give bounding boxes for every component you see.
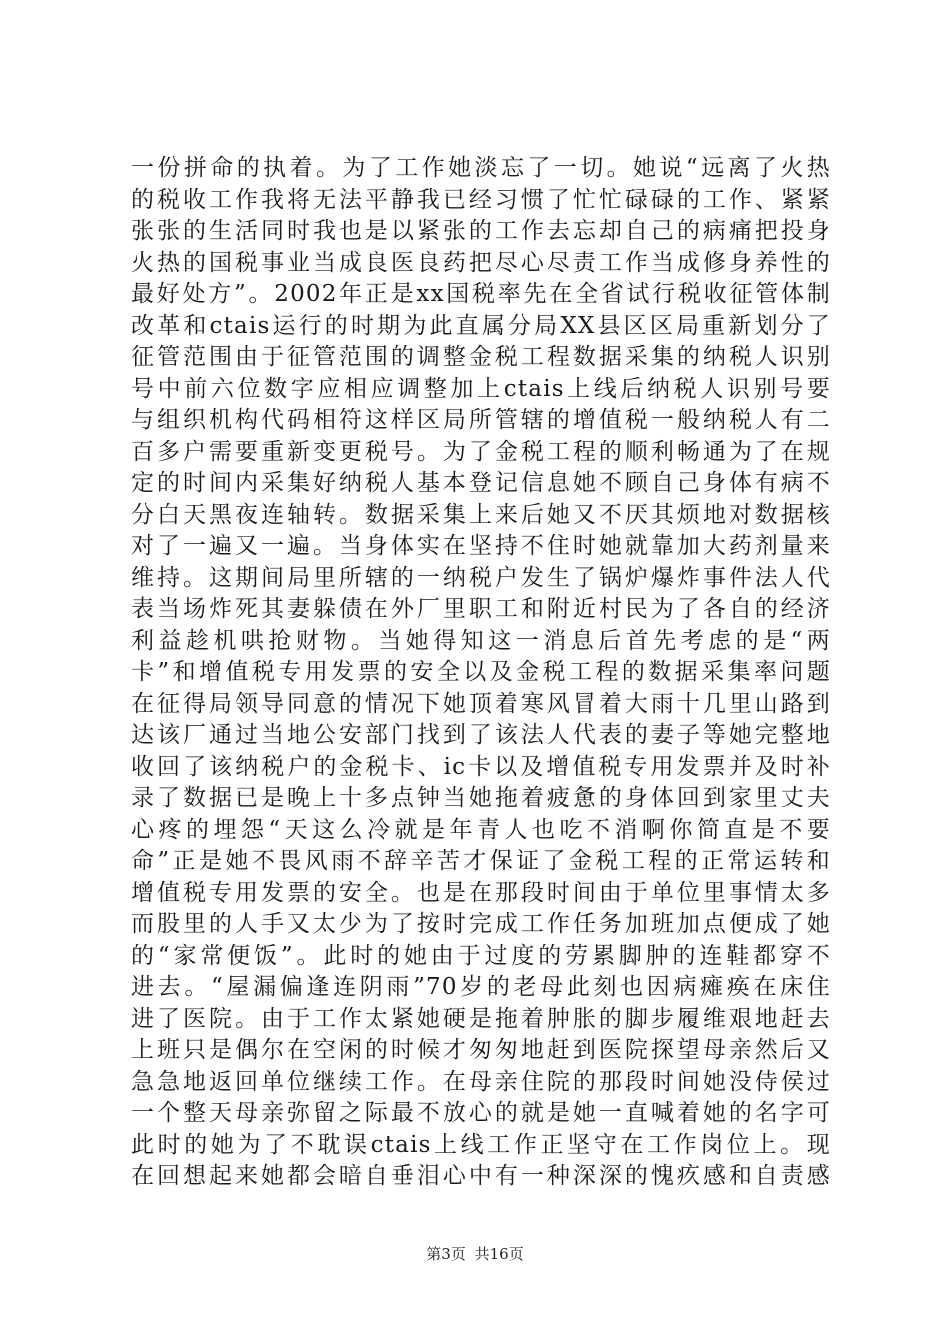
text-line: 上班只是偶尔在空闲的时候才匆匆地赶到医院探望母亲然后又	[131, 1037, 831, 1063]
text-line: 张张的生活同时我也是以紧张的工作去忘却自己的病痛把投身	[131, 218, 831, 244]
body-text	[131, 153, 831, 1193]
text-line: 心疼的埋怨“天这么冷就是年青人也吃不消啊你简直是不要	[131, 816, 831, 843]
text-line: 火热的国税事业当成良医良药把尽心尽责工作当成修身养性的	[131, 249, 831, 276]
text-line: 定的时间内采集好纳税人基本登记信息她不顾自己身体有病不	[131, 470, 831, 496]
text-line: 进了医院。由于工作太紧她硬是拖着肿胀的脚步履维艰地赶去	[131, 1005, 831, 1032]
text-line: 进去。“屋漏偏逢连阴雨”70岁的老母此刻也因病瘫痪在床住	[131, 974, 831, 1000]
text-line: 卡”和增值税专用发票的安全以及金税工程的数据采集率问题	[131, 659, 831, 685]
text-line: 改革和ctais运行的时期为此直属分局XX县区区局重新划分了	[131, 312, 831, 339]
page-footer	[0, 1244, 950, 1264]
text-line: 维持。这期间局里所辖的一纳税户发生了锅炉爆炸事件法人代	[131, 564, 831, 591]
text-line: 利益趁机哄抢财物。当她得知这一消息后首先考虑的是“两	[131, 627, 831, 654]
text-line: 的“家常便饭”。此时的她由于过度的劳累脚肿的连鞋都穿不	[131, 942, 831, 969]
text-line: 一个整天母亲弥留之际最不放心的就是她一直喊着她的名字可	[131, 1100, 831, 1126]
text-line: 的税收工作我将无法平静我已经习惯了忙忙碌碌的工作、紧紧	[131, 186, 831, 213]
text-line: 此时的她为了不耽误ctais上线工作正坚守在工作岗位上。现	[131, 1131, 831, 1158]
text-line: 一份拼命的执着。为了工作她淡忘了一切。她说“远离了火热	[131, 155, 831, 181]
text-line: 分白天黑夜连轴转。数据采集上来后她又不厌其烦地对数据核	[131, 501, 831, 528]
text-line: 增值税专用发票的安全。也是在那段时间由于单位里事情太多	[131, 879, 831, 906]
text-line: 百多户需要重新变更税号。为了金税工程的顺利畅通为了在规	[131, 438, 831, 465]
text-line: 最好处方”。2002年正是xx国税率先在全省试行税收征管体制	[131, 281, 831, 307]
text-line: 收回了该纳税户的金税卡、ic卡以及增值税专用发票并及时补	[131, 753, 831, 780]
page-number: 第3页	[426, 1245, 466, 1263]
text-line: 录了数据已是晚上十多点钟当她拖着疲惫的身体回到家里丈夫	[131, 785, 831, 811]
text-line: 表当场炸死其妻躲债在外厂里职工和附近村民为了各自的经济	[131, 596, 831, 622]
text-line: 征管范围由于征管范围的调整金税工程数据采集的纳税人识别	[131, 344, 831, 370]
text-line: 在征得局领导同意的情况下她顶着寒风冒着大雨十几里山路到	[131, 690, 831, 717]
text-line: 在回想起来她都会暗自垂泪心中有一种深深的愧疚感和自责感	[131, 1163, 831, 1189]
text-line: 号中前六位数字应相应调整加上ctais上线后纳税人识别号要	[131, 375, 831, 402]
text-line: 急急地返回单位继续工作。在母亲住院的那段时间她没侍侯过	[131, 1068, 831, 1095]
page-total: 共16页	[474, 1245, 524, 1263]
text-line: 与组织机构代码相符这样区局所管辖的增值税一般纳税人有二	[131, 407, 831, 433]
text-line: 对了一遍又一遍。当身体实在坚持不住时她就靠加大药剂量来	[131, 533, 831, 559]
text-line: 达该厂通过当地公安部门找到了该法人代表的妻子等她完整地	[131, 722, 831, 748]
text-line: 命”正是她不畏风雨不辞辛苦才保证了金税工程的正常运转和	[131, 848, 831, 874]
text-line: 而股里的人手又太少为了按时完成工作任务加班加点便成了她	[131, 911, 831, 937]
